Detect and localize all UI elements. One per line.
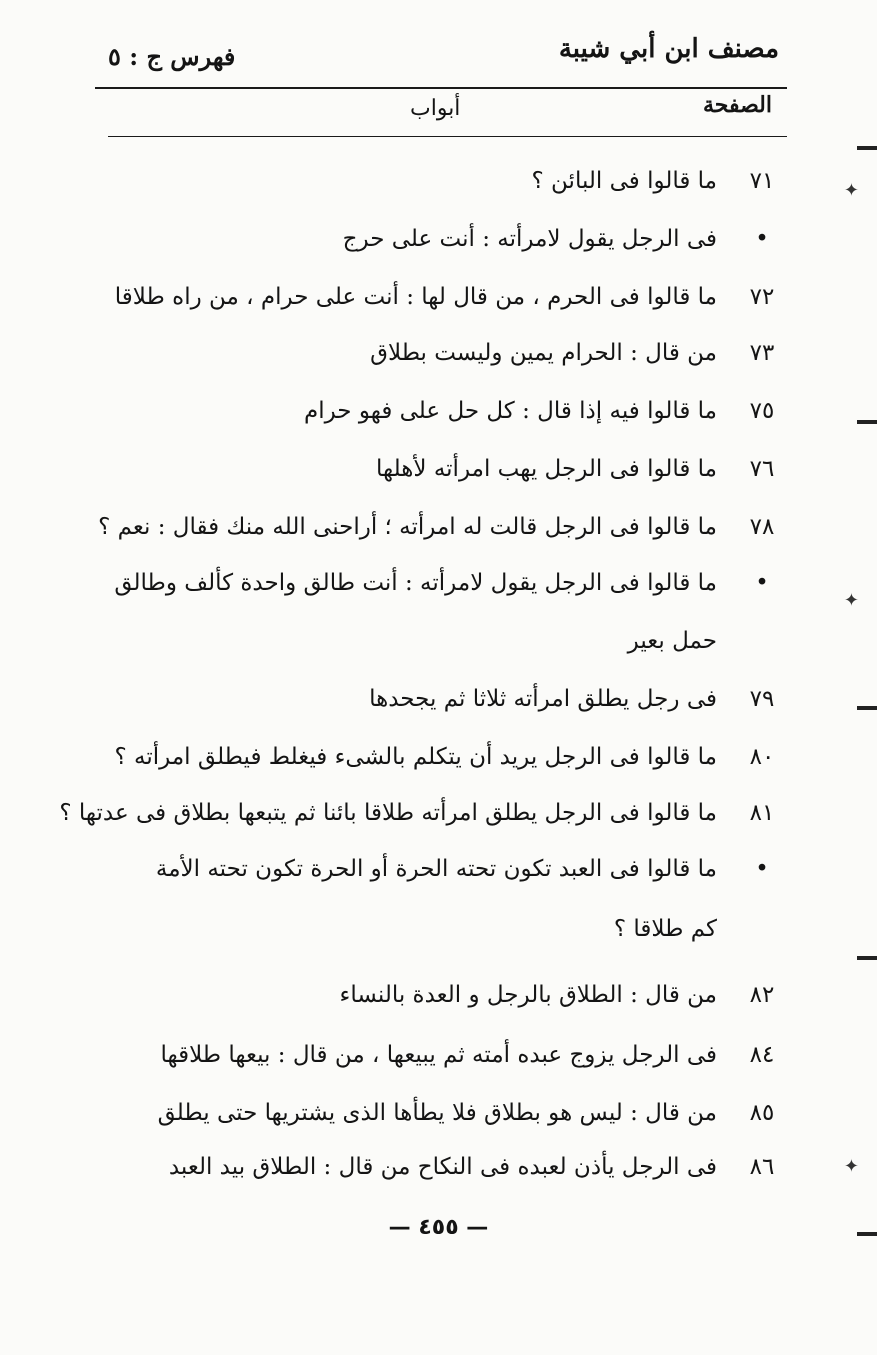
binding-star-icon: ✦: [843, 590, 859, 611]
entry-title: ما قالوا فى الرجل يهب امرأته لأهلها: [376, 456, 717, 482]
entry-title: ما قالوا فى الرجل يريد أن يتكلم بالشىء فيغلط فيطلق امرأته ؟: [114, 744, 717, 770]
entry-title: ما قالوا فى الرجل قالت له امرأته ؛ أراحنى الله منك فقال : نعم ؟: [98, 514, 717, 540]
entry-page-number: ٨٤: [749, 1042, 775, 1068]
entry-title: فى الرجل يقول لامرأته : أنت على حرج: [342, 226, 717, 252]
header-rule: [95, 87, 787, 89]
entry-title: فى الرجل يزوج عبده أمته ثم يبيعها ، من قال : بيعها طلاقها: [160, 1042, 717, 1068]
entry-title: ما قالوا فى الرجل يقول لامرأته : أنت طالق واحدة كألف وطالق: [114, 570, 717, 596]
entry-page-number: ٨٦: [749, 1154, 775, 1180]
entry-page-number: ٧٨: [749, 514, 775, 540]
entry-page-number: ٨٠: [749, 744, 775, 770]
page-number-footer: — ٤٥٥ —: [388, 1215, 489, 1240]
entry-title: من قال : الحرام يمين وليست بطلاق: [370, 340, 717, 366]
entry-page-number: ٧٥: [749, 398, 775, 424]
entry-page-number: ٧٩: [749, 686, 775, 712]
binding-star-icon: ✦: [843, 180, 859, 201]
column-header-page: الصفحة: [702, 92, 772, 118]
volume-index-label: فهرس ج : ٥: [108, 42, 236, 71]
entry-page-number: ٧٢: [749, 284, 775, 310]
entry-page-number: ٨٢: [749, 982, 775, 1008]
entry-title: ما قالوا فى الحرم ، من قال لها : أنت على حرام ، من راه طلاقا: [114, 284, 717, 310]
entry-title: ما قالوا فى البائن ؟: [531, 168, 717, 194]
book-title: مصنف ابن أبي شيبة: [558, 34, 779, 64]
entry-page-number: •: [755, 570, 769, 596]
entry-page-number: •: [755, 856, 769, 882]
entry-title-continuation: كم طلاقا ؟: [613, 916, 717, 942]
entry-page-number: ٧٦: [749, 456, 775, 482]
entry-page-number: •: [755, 226, 769, 252]
entry-title: فى الرجل يأذن لعبده فى النكاح من قال : الطلاق بيد العبد: [168, 1154, 717, 1180]
column-header-chapters: أبواب: [410, 96, 461, 121]
entry-title: من قال : ليس هو بطلاق فلا يطأها الذى يشتريها حتى يطلق: [157, 1100, 717, 1126]
entry-page-number: ٧١: [749, 168, 775, 194]
entry-page-number: ٧٣: [749, 340, 775, 366]
binding-mark: [857, 706, 877, 710]
column-header-rule: [108, 136, 787, 137]
entry-title-continuation: حمل بعير: [627, 628, 717, 654]
binding-mark: [857, 1232, 877, 1236]
entry-title: من قال : الطلاق بالرجل و العدة بالنساء: [339, 982, 717, 1008]
binding-star-icon: ✦: [843, 1156, 859, 1177]
binding-mark: [857, 146, 877, 150]
entry-page-number: ٨١: [749, 800, 775, 826]
entry-title: فى رجل يطلق امرأته ثلاثا ثم يجحدها: [369, 686, 717, 712]
entry-title: ما قالوا فيه إذا قال : كل حل على فهو حرام: [303, 398, 717, 424]
entry-page-number: ٨٥: [749, 1100, 775, 1126]
entry-title: ما قالوا فى الرجل يطلق امرأته طلاقا بائنا ثم يتبعها بطلاق فى عدتها ؟: [59, 800, 717, 826]
binding-mark: [857, 420, 877, 424]
entry-title: ما قالوا فى العبد تكون تحته الحرة أو الحرة تكون تحته الأمة: [155, 856, 717, 882]
binding-mark: [857, 956, 877, 960]
